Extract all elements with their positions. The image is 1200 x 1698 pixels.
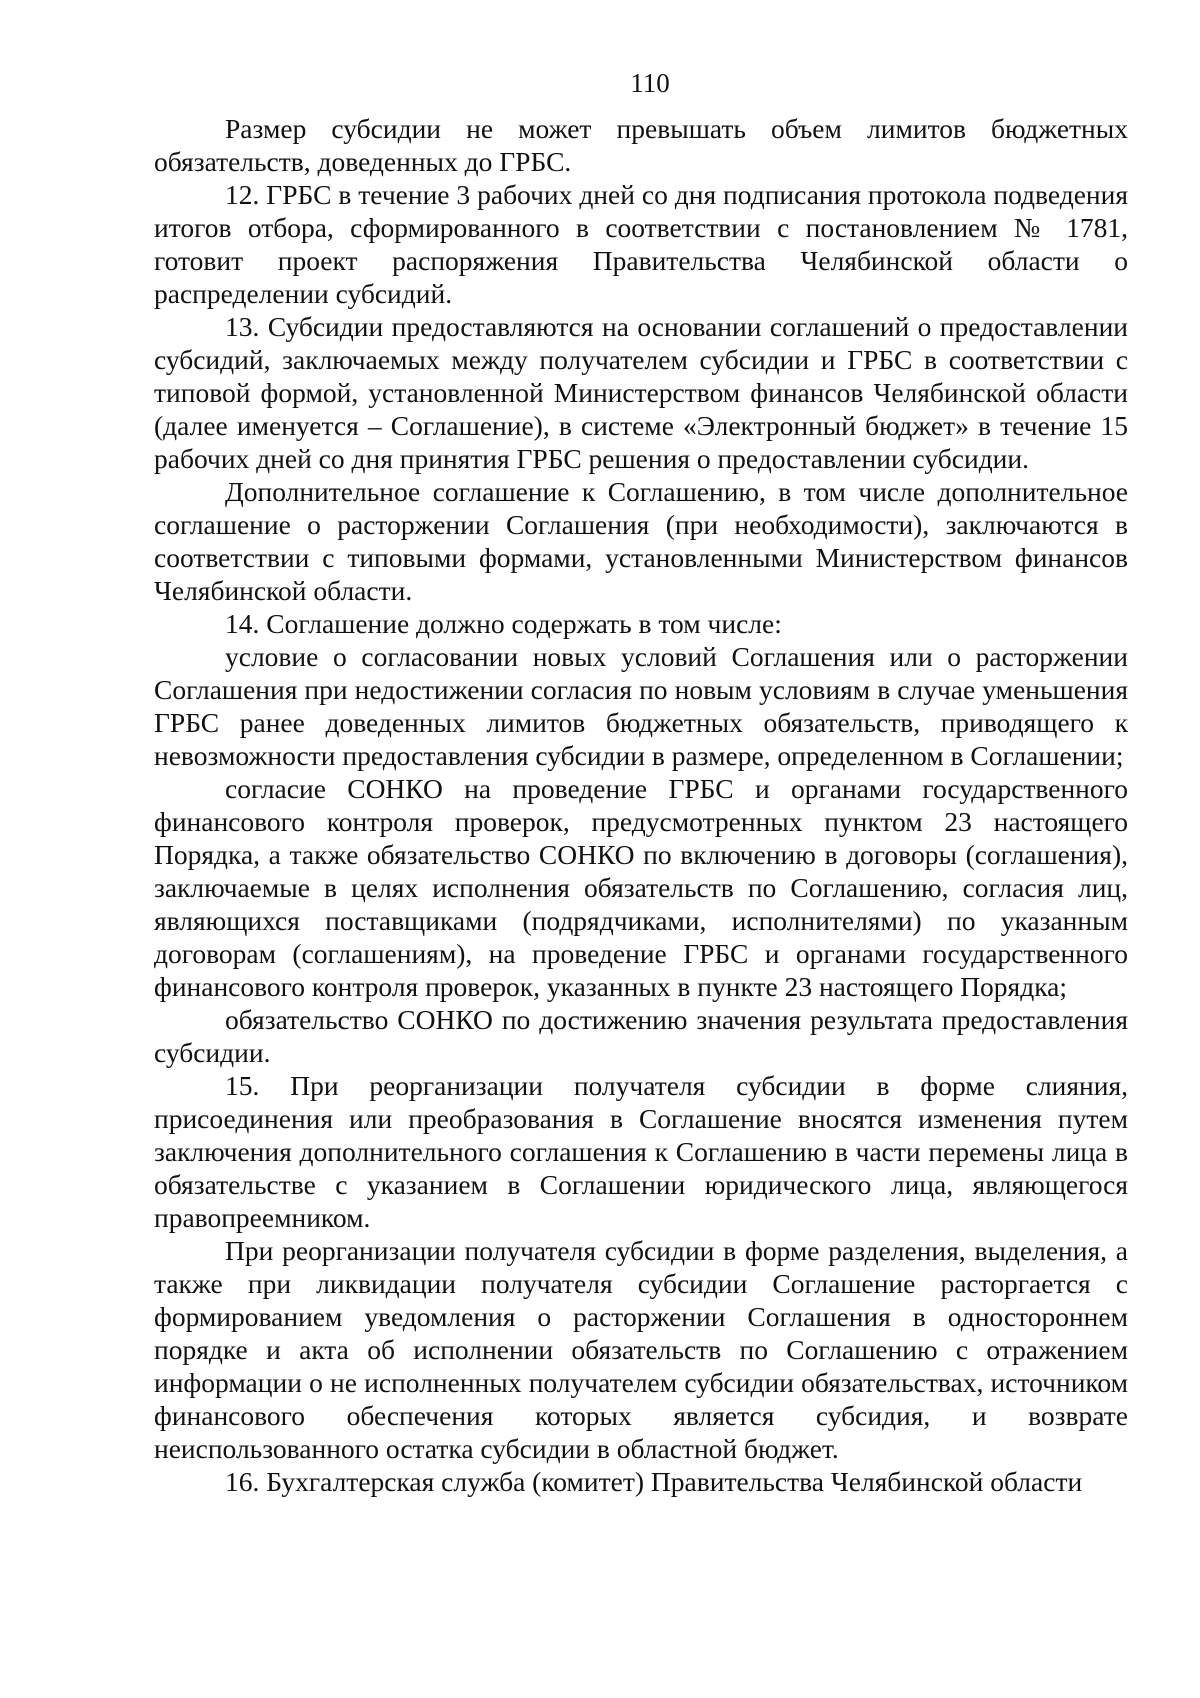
paragraph-13: 13. Субсидии предоставляются на основании соглашений о предоставлении субсидий, заключаемых между получателем субсидии и ГРБС в соответствии с типовой формой, установленной Министерством финансов Челябинской области (далее именуется – Соглашение), в системе «Электронный бюджет» в течение 15 рабочих дней со дня принятия ГРБС решения о предоставлении субсидии. <box>154 311 1128 474</box>
paragraph-consent-sonko: согласие СОНКО на проведение ГРБС и органами государственного финансового контроля проверок, предусмотренных пунктом 23 настоящего Порядка, а также обязательство СОНКО по включению в договоры (соглашения), заключаемые в целях исполнения обязательств по Соглашению, согласия лиц, являющихся поставщиками (подрядчиками, исполнителями) по указанным договорам (соглашениям), на проведение ГРБС и органами государственного финансового контроля проверок, указанных в пункте 23 настоящего Порядка; <box>154 773 1128 1002</box>
paragraph-15: 15. При реорганизации получателя субсидии в форме слияния, присоединения или преобразования в Соглашение вносятся изменения путем заключения дополнительного соглашения к Соглашению в части перемены лица в обязательстве с указанием в Соглашении юридического лица, являющегося правопреемником. <box>154 1070 1128 1233</box>
document-body <box>154 112 1128 1498</box>
paragraph-subsidy-limit: Размер субсидии не может превышать объем лимитов бюджетных обязательств, доведенных до ГРБС. <box>154 113 1128 177</box>
paragraph-condition-agreement: условие о согласовании новых условий Соглашения или о расторжении Соглашения при недостижении согласия по новым условиям в случае уменьшения ГРБС ранее доведенных лимитов бюджетных обязательств, приводящего к невозможности предоставления субсидии в размере, определенном в Соглашении; <box>154 641 1128 771</box>
paragraph-obligation-sonko: обязательство СОНКО по достижению значения результата предоставления субсидии. <box>154 1004 1128 1068</box>
paragraph-additional-agreement: Дополнительное соглашение к Соглашению, в том числе дополнительное соглашение о расторжении Соглашения (при необходимости), заключаются в соответствии с типовыми формами, установленными Министерством финансов Челябинской области. <box>154 476 1128 606</box>
paragraph-14: 14. Соглашение должно содержать в том числе: <box>225 608 782 639</box>
paragraph-16: 16. Бухгалтерская служба (комитет) Правительства Челябинской области <box>225 1466 1083 1497</box>
paragraph-reorganization: При реорганизации получателя субсидии в форме разделения, выделения, а также при ликвидации получателя субсидии Соглашение расторгается с формированием уведомления о расторжении Соглашения в одностороннем порядке и акта об исполнении обязательств по Соглашению с отражением информации о не исполненных получателем субсидии обязательствах, источником финансового обеспечения которых является субсидия, и возврате неиспользованного остатка субсидии в областной бюджет. <box>154 1235 1128 1464</box>
paragraph-12: 12. ГРБС в течение 3 рабочих дней со дня подписания протокола подведения итогов отбора, сформированного в соответствии с постановлением № 1781, готовит проект распоряжения Правительства Челябинской области о распределении субсидий. <box>154 179 1128 309</box>
page-number: 110 <box>630 68 670 98</box>
